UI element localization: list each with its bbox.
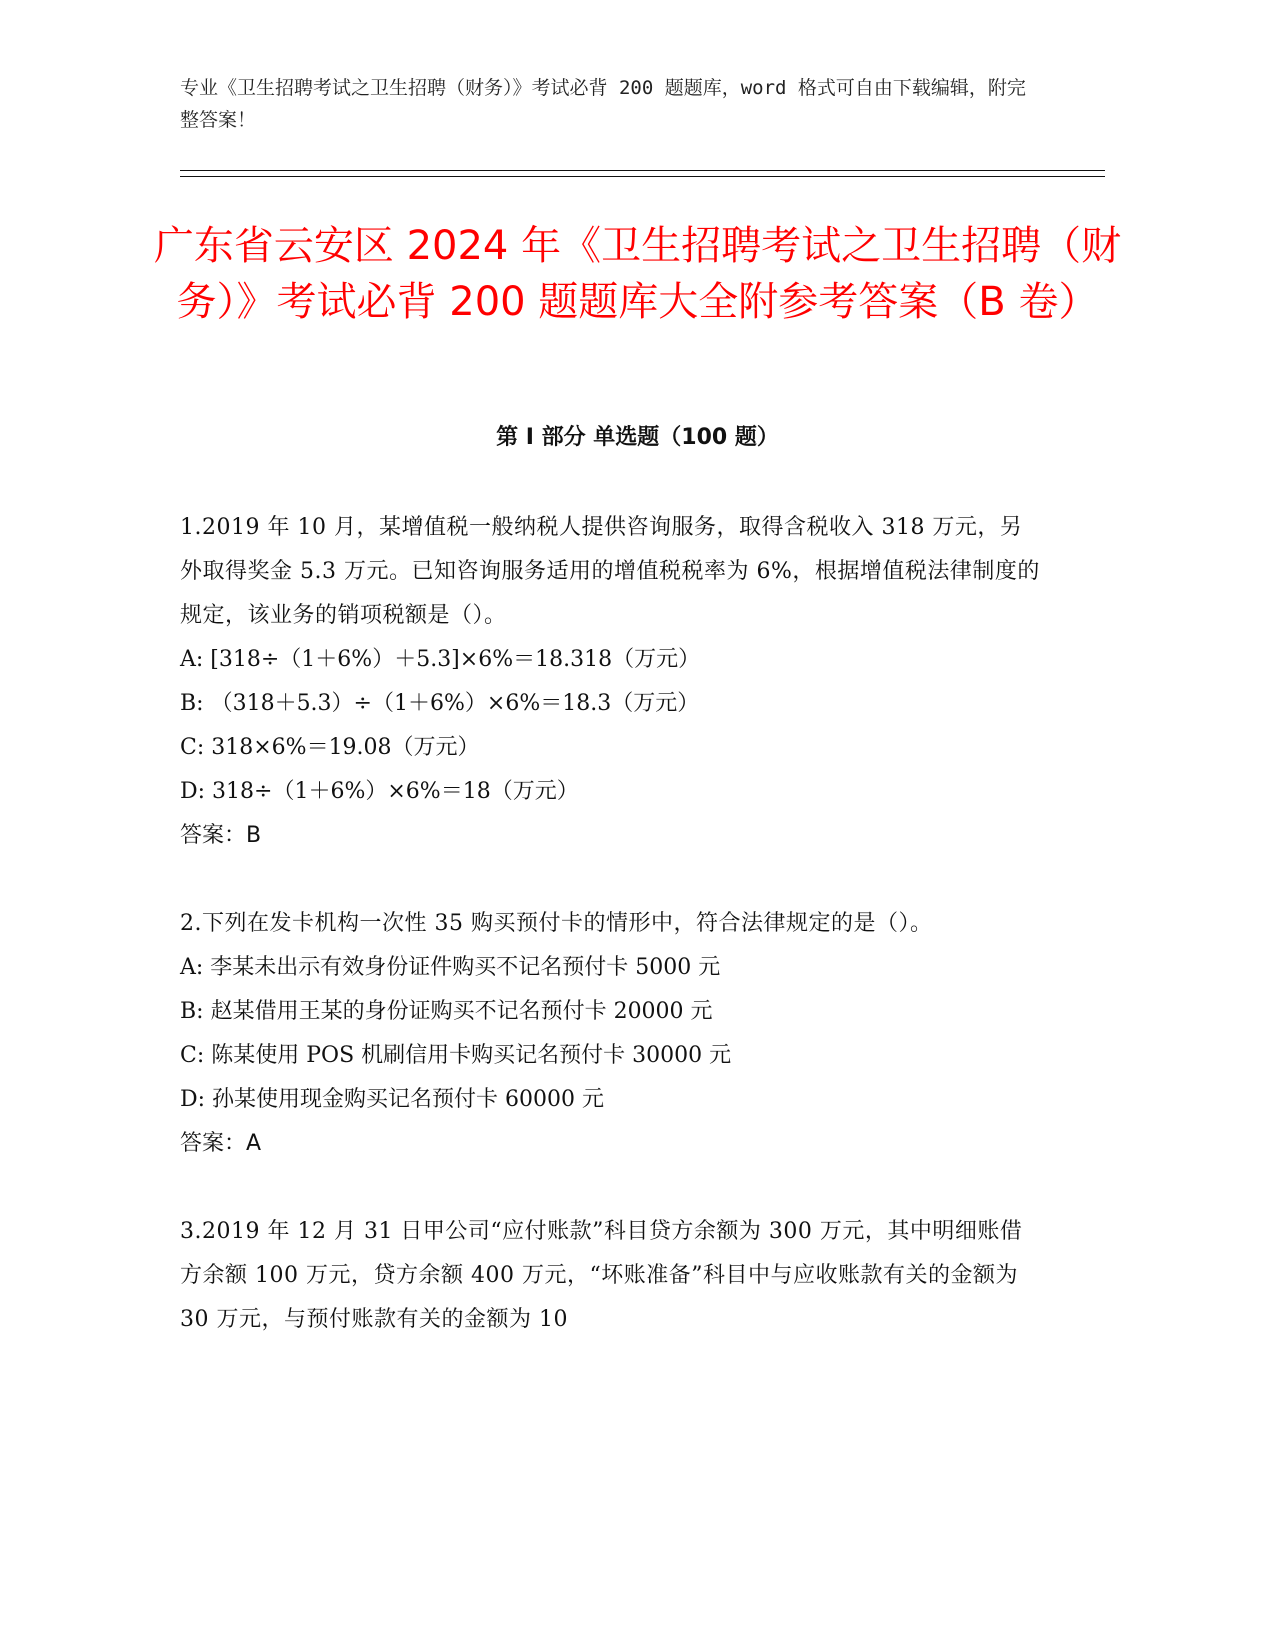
option-c: C: 陈某使用 POS 机刷信用卡购买记名预付卡 30000 元 — [180, 1043, 732, 1068]
answer-line: 答案：A — [180, 1131, 262, 1156]
option-d: D: 318÷（1＋6%）×6%＝18（万元） — [180, 779, 579, 804]
question-item — [180, 1210, 1040, 1342]
option-b: B: （318＋5.3）÷（1＋6%）×6%＝18.3（万元） — [180, 691, 700, 716]
question-stem: 1.2019 年 10 月，某增值税一般纳税人提供咨询服务，取得含税收入 318 万元，另外取得奖金 5.3 万元。已知咨询服务适用的增值税税率为 6%，根据增值税法律制度的规定，该业务的销项税额是（）。 — [180, 515, 1040, 628]
document-title: 广东省云安区 2024 年《卫生招聘考试之卫生招聘（财务）》考试必背 200 题题库大全附参考答案（B 卷） — [153, 223, 1122, 325]
section-heading: 第 I 部分 单选题（100 题） — [496, 425, 779, 450]
option-a: A: 李某未出示有效身份证件购买不记名预付卡 5000 元 — [180, 955, 721, 980]
question-item — [180, 506, 1040, 858]
question-list — [180, 506, 1040, 1386]
question-stem: 3.2019 年 12 月 31 日甲公司“应付账款”科目贷方余额为 300 万元，其中明细账借方余额 100 万元，贷方余额 400 万元，“坏账准备”科目中与应收账款有关的金额为 30 万元，与预付账款有关的金额为 10 — [180, 1219, 1023, 1332]
option-a: A: [318÷（1＋6%）＋5.3]×6%＝18.318（万元） — [180, 647, 701, 672]
option-c: C: 318×6%＝19.08（万元） — [180, 735, 480, 760]
option-b: B: 赵某借用王某的身份证购买不记名预付卡 20000 元 — [180, 999, 713, 1024]
header-divider-bottom — [180, 176, 1105, 177]
question-stem: 2.下列在发卡机构一次性 35 购买预付卡的情形中，符合法律规定的是（）。 — [180, 911, 933, 936]
header-divider-top — [180, 170, 1105, 171]
question-item — [180, 902, 1040, 1166]
option-d: D: 孙某使用现金购买记名预付卡 60000 元 — [180, 1087, 605, 1112]
header-note: 专业《卫生招聘考试之卫生招聘（财务）》考试必背 200 题题库，word 格式可自由下载编辑，附完整答案！ — [180, 77, 1026, 131]
answer-line: 答案：B — [180, 823, 262, 848]
